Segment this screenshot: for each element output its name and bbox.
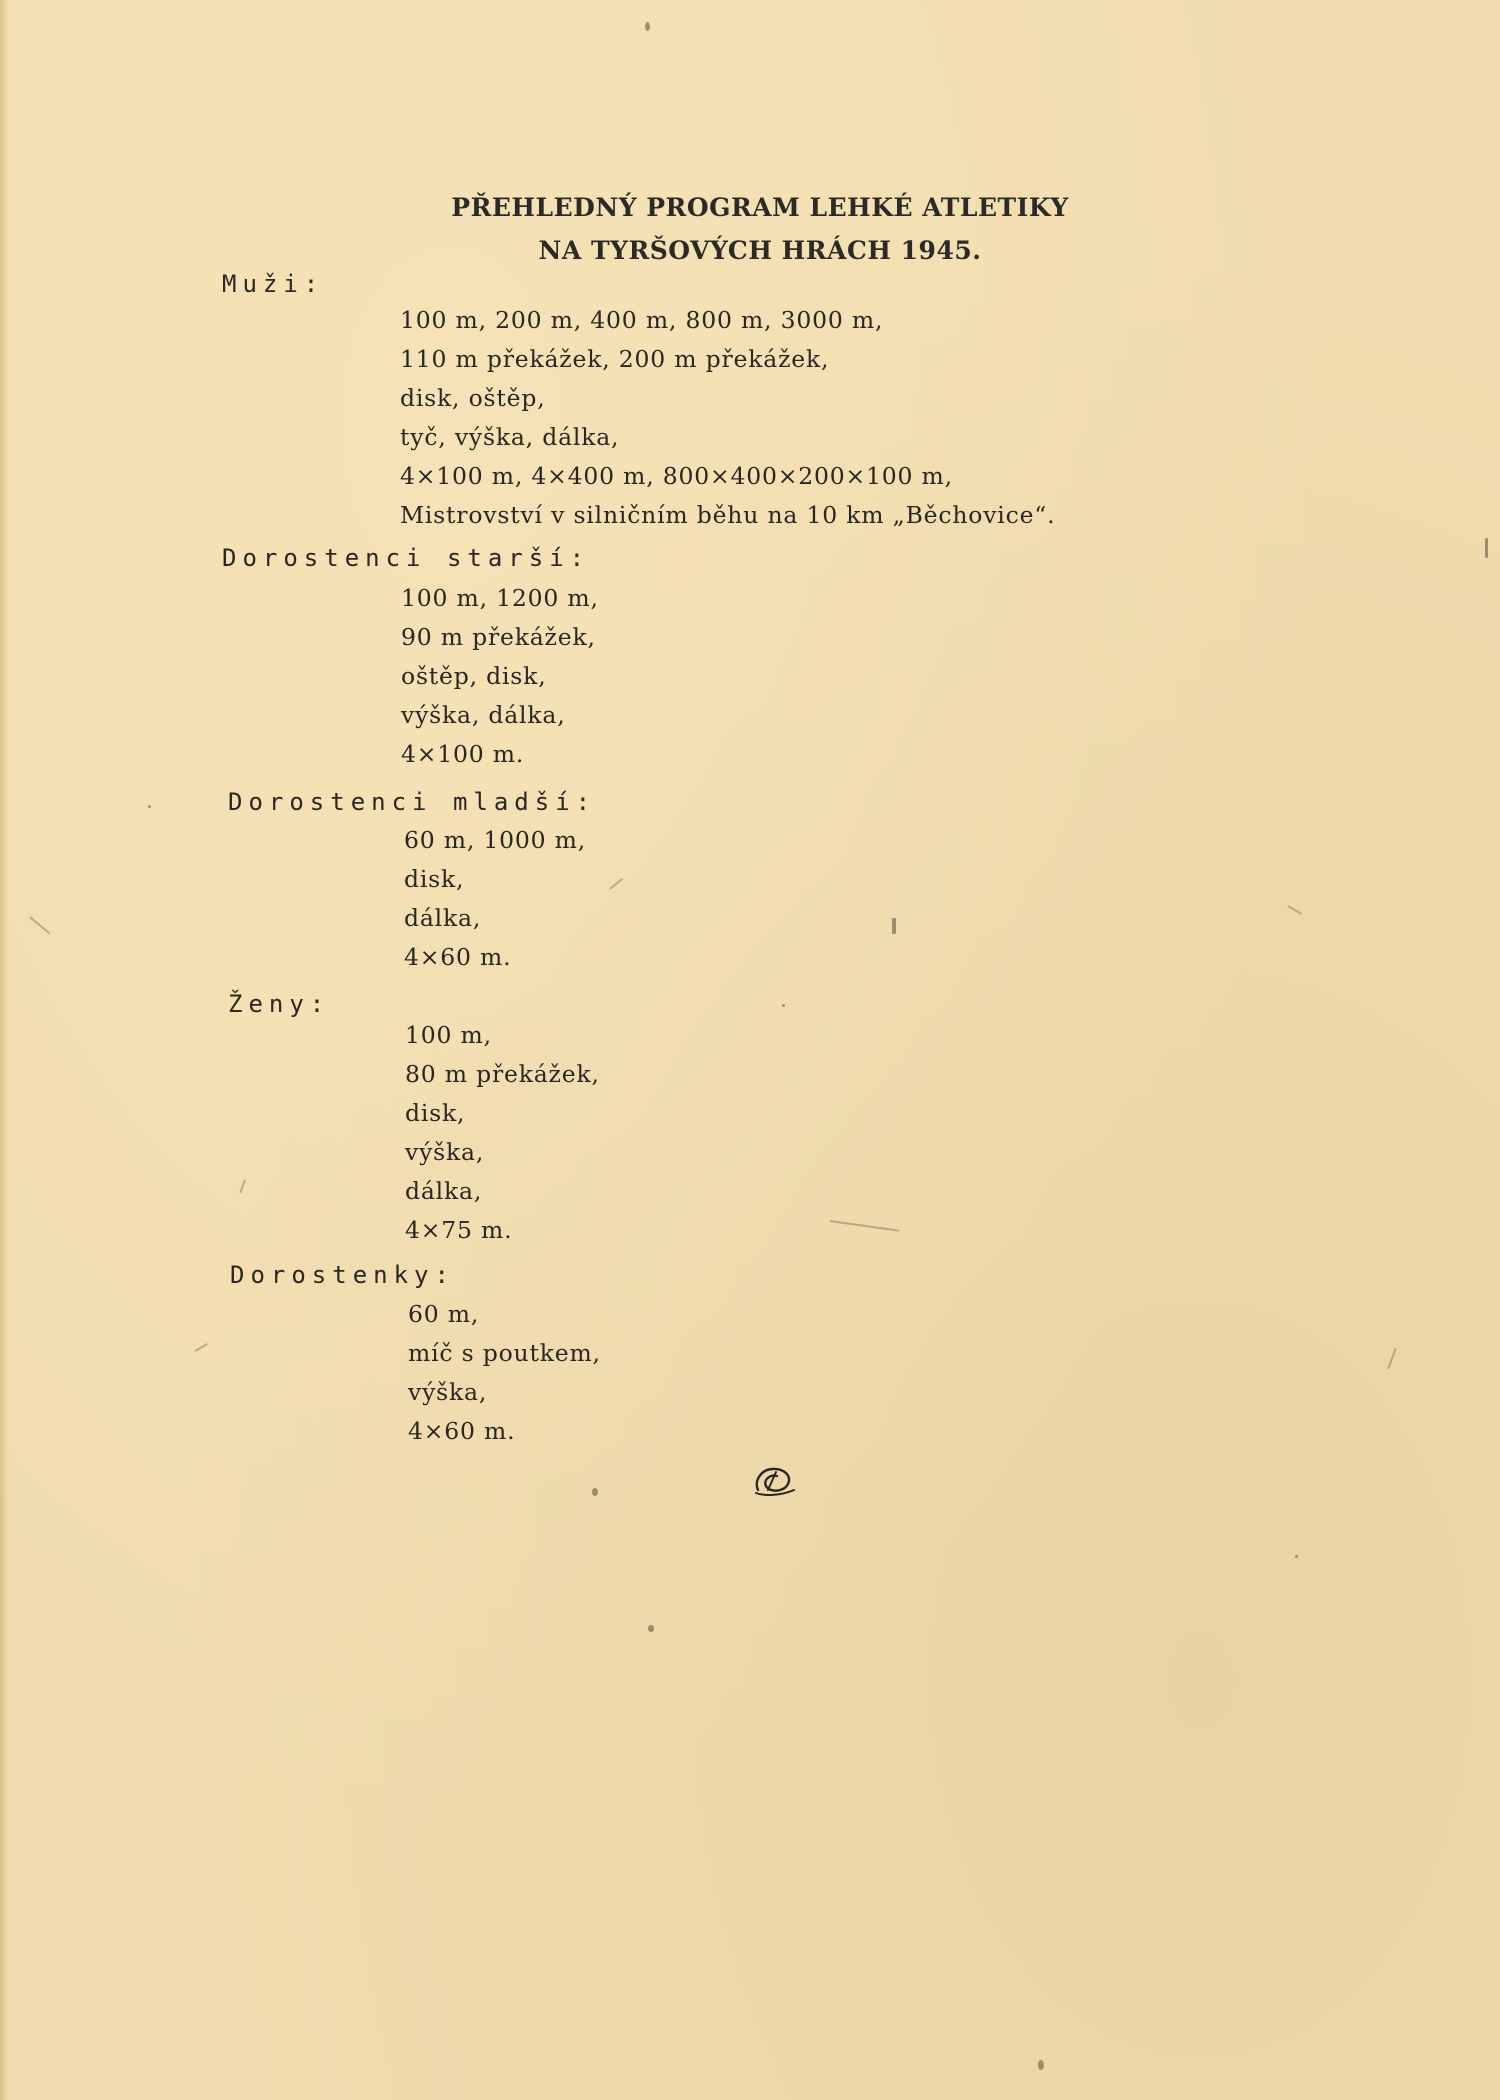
list-item: 4×75 m. bbox=[405, 1216, 513, 1244]
list-item: tyč, výška, dálka, bbox=[400, 423, 620, 451]
list-item: míč s poutkem, bbox=[408, 1339, 601, 1367]
section-label-muzi: Muži: bbox=[222, 270, 325, 298]
section-label-dorostenci-starsi: Dorostenci starší: bbox=[222, 544, 591, 572]
list-item: disk, bbox=[404, 865, 465, 893]
paper-speck bbox=[1038, 2060, 1044, 2070]
list-item: dálka, bbox=[404, 904, 482, 932]
list-item: 4×100 m. bbox=[401, 740, 525, 768]
paper-speck bbox=[1485, 538, 1488, 558]
paper-speck bbox=[645, 22, 650, 31]
document-title-line-2: NA TYRŠOVÝCH HRÁCH 1945. bbox=[538, 236, 982, 265]
paper-fiber bbox=[1387, 1348, 1396, 1369]
paper-speck bbox=[1295, 1555, 1298, 1558]
list-item: 100 m, 1200 m, bbox=[401, 584, 599, 612]
paper-fiber bbox=[195, 1343, 208, 1351]
list-item: výška, bbox=[405, 1138, 485, 1166]
section-label-dorostenky: Dorostenky: bbox=[230, 1261, 455, 1289]
paper-fiber bbox=[239, 1179, 245, 1193]
paper-fiber bbox=[30, 916, 51, 934]
paper-speck bbox=[648, 1625, 654, 1632]
paper-speck bbox=[892, 918, 896, 934]
list-item: 4×100 m, 4×400 m, 800×400×200×100 m, bbox=[400, 462, 953, 490]
list-item: disk, bbox=[405, 1099, 466, 1127]
section-items-dorostenky bbox=[408, 1295, 601, 1451]
list-item: disk, oštěp, bbox=[400, 384, 546, 412]
paper-speck bbox=[782, 1004, 785, 1007]
section-label-zeny: Ženy: bbox=[228, 990, 331, 1018]
section-items-dorostenci-mladsi bbox=[404, 821, 586, 977]
printer-monogram-icon bbox=[750, 1460, 800, 1500]
list-item: 4×60 m. bbox=[404, 943, 512, 971]
list-item: 4×60 m. bbox=[408, 1417, 516, 1445]
section-items-dorostenci-starsi bbox=[401, 579, 599, 774]
list-item: oštěp, disk, bbox=[401, 662, 547, 690]
list-item: dálka, bbox=[405, 1177, 483, 1205]
paper-fiber bbox=[610, 878, 623, 889]
section-items-zeny bbox=[405, 1016, 600, 1250]
list-item: výška, dálka, bbox=[401, 701, 566, 729]
list-item: 100 m, bbox=[405, 1021, 492, 1049]
list-item: 60 m, bbox=[408, 1300, 480, 1328]
paper-speck bbox=[148, 805, 151, 808]
list-item: 80 m překážek, bbox=[405, 1060, 600, 1088]
paper-fiber bbox=[1288, 905, 1303, 914]
list-item: 60 m, 1000 m, bbox=[404, 826, 587, 854]
section-items-muzi bbox=[400, 301, 1055, 535]
paper-speck bbox=[592, 1488, 598, 1496]
section-label-dorostenci-mladsi: Dorostenci mladší: bbox=[228, 788, 597, 816]
page-edge-shadow bbox=[0, 0, 8, 2100]
list-item: 110 m překážek, 200 m překážek, bbox=[400, 345, 830, 373]
list-item: 100 m, 200 m, 400 m, 800 m, 3000 m, bbox=[400, 306, 884, 334]
paper-fiber bbox=[830, 1220, 900, 1231]
document-title-line-1: PŘEHLEDNÝ PROGRAM LEHKÉ ATLETIKY bbox=[451, 193, 1069, 222]
list-item: 90 m překážek, bbox=[401, 623, 596, 651]
list-item: výška, bbox=[408, 1378, 488, 1406]
list-item: Mistrovství v silničním běhu na 10 km „Běchovice“. bbox=[400, 501, 1056, 529]
